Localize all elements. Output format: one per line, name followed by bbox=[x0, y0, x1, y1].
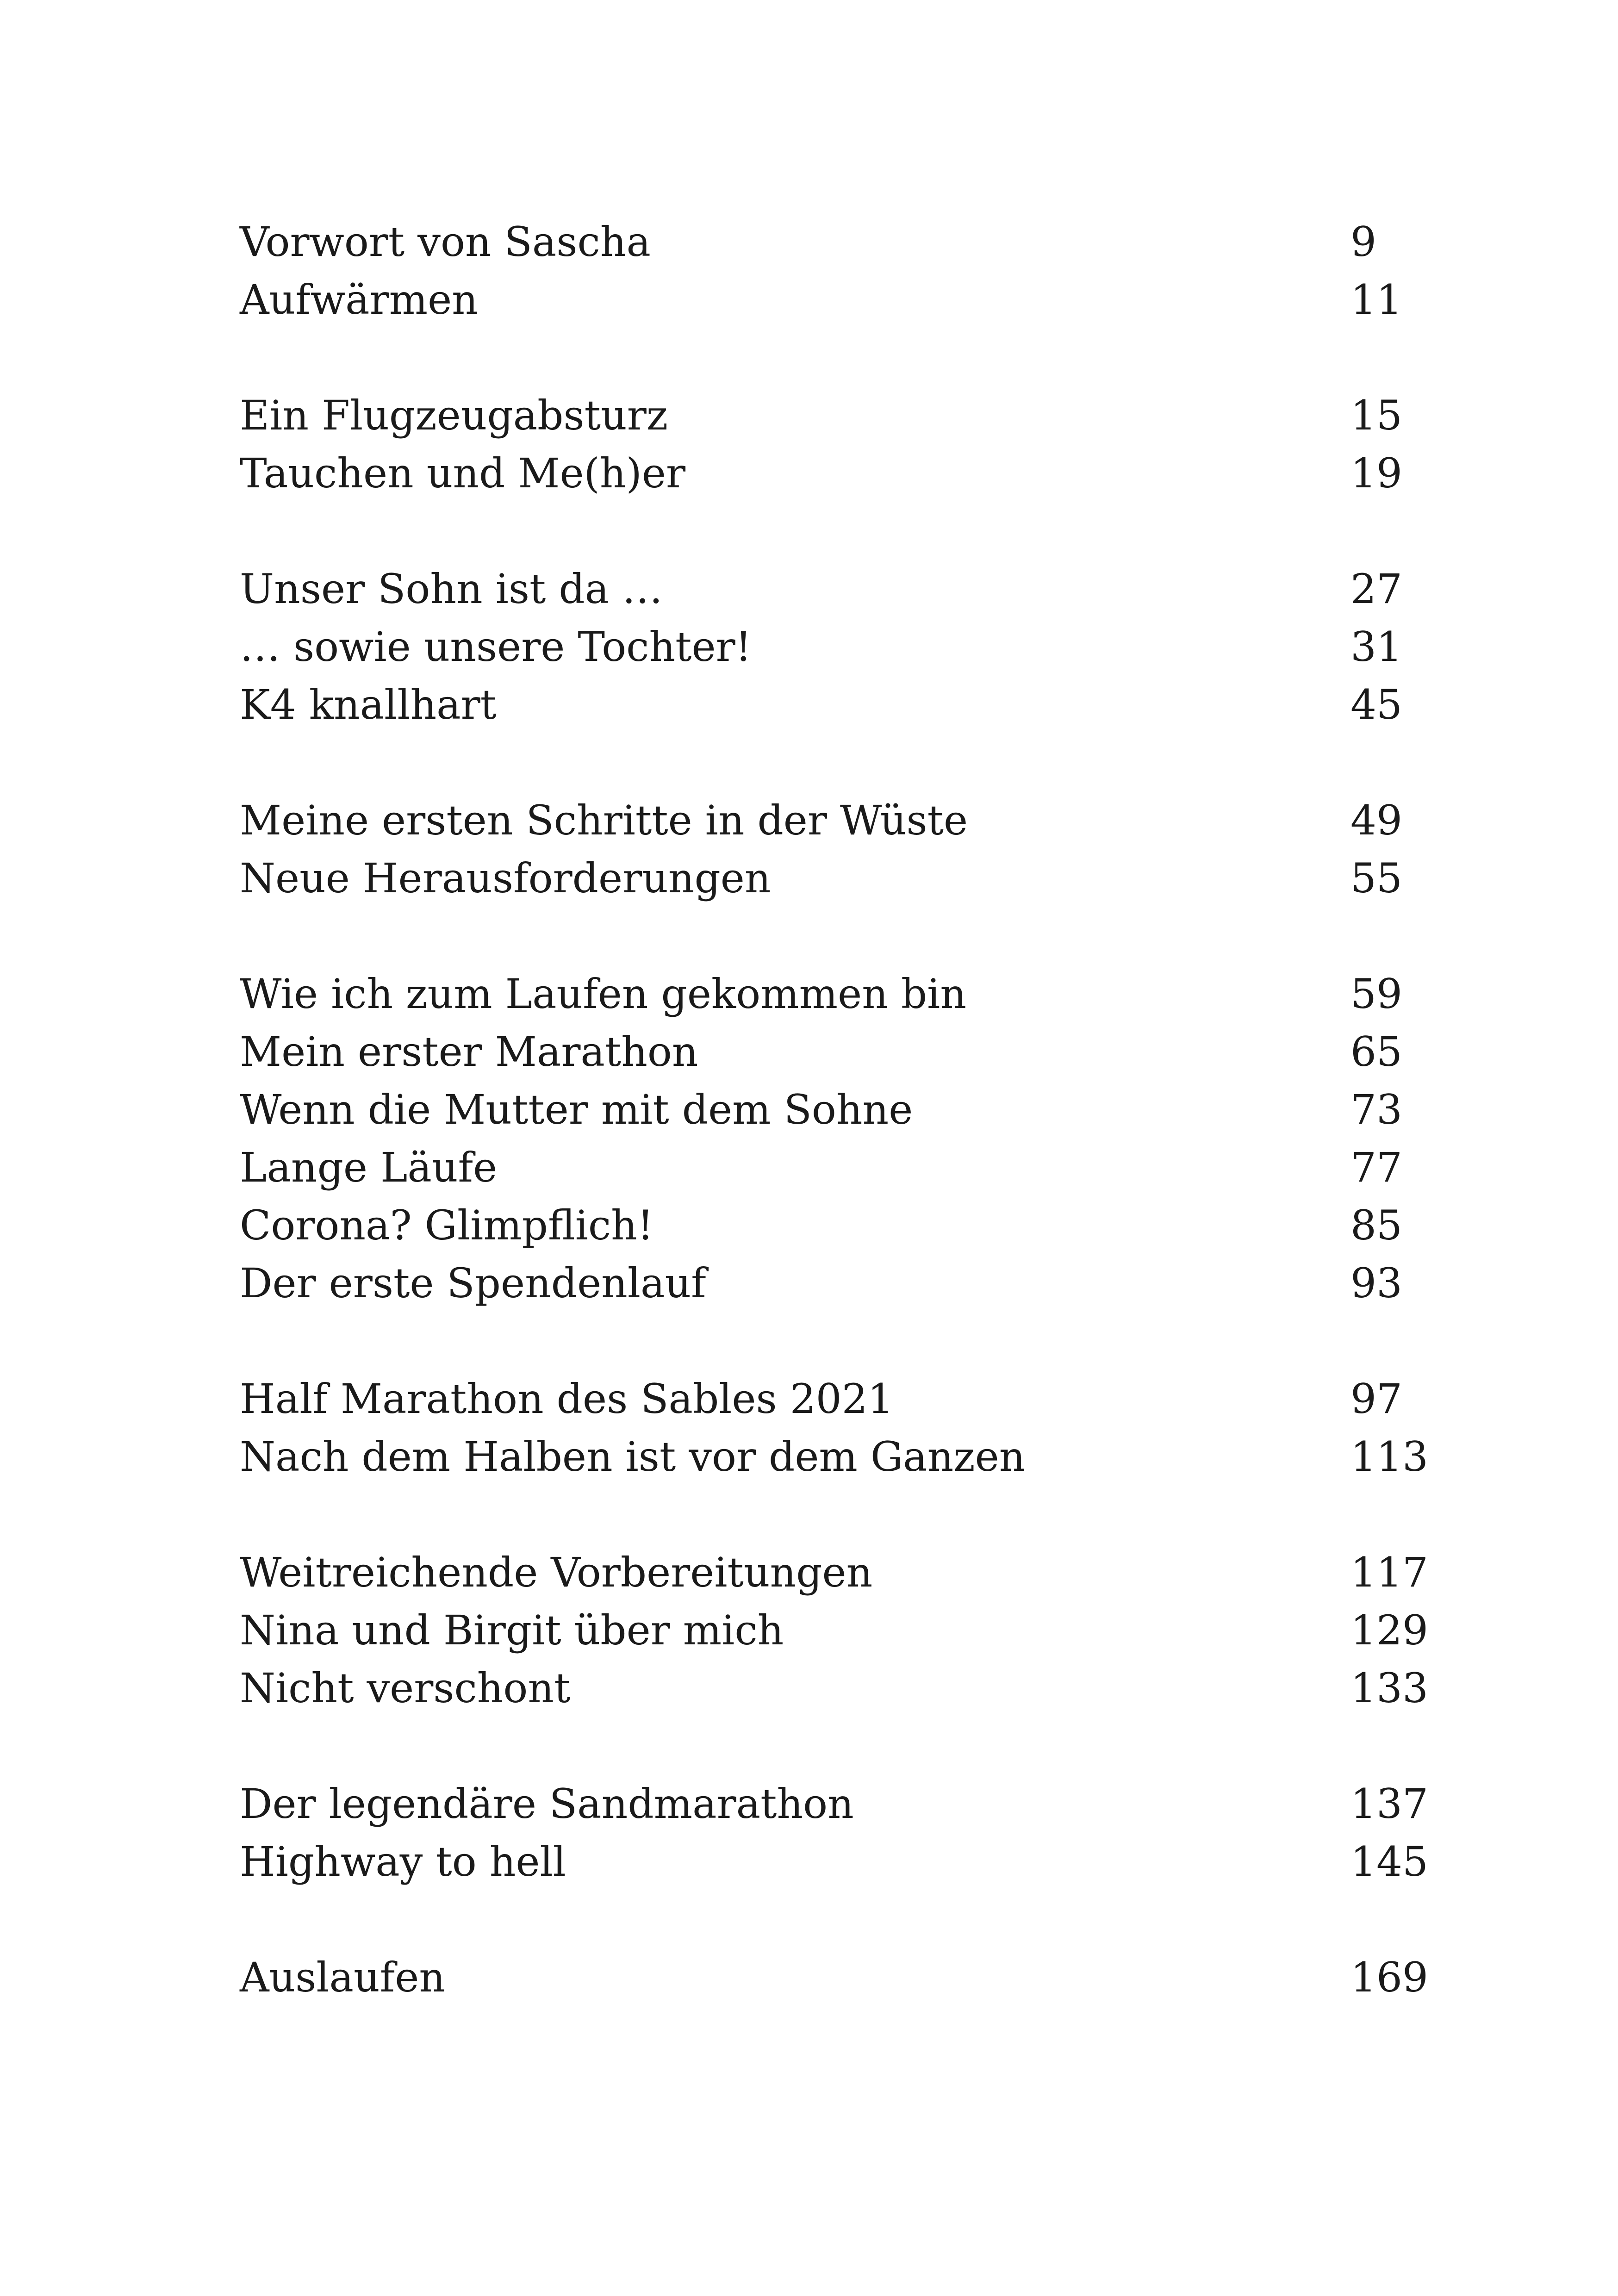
toc-group bbox=[240, 213, 1425, 329]
toc-entry bbox=[240, 965, 1425, 1023]
toc-entry bbox=[240, 386, 1425, 444]
toc-entry bbox=[240, 444, 1425, 502]
toc-entry-page-number: 59 bbox=[1350, 970, 1402, 1018]
toc-group bbox=[240, 791, 1425, 907]
toc-entry-page-number: 65 bbox=[1350, 1028, 1402, 1076]
toc-entry bbox=[240, 791, 1425, 849]
toc-entry bbox=[240, 1601, 1428, 1659]
toc-group bbox=[240, 1775, 1428, 1891]
toc-entry-page-number: 31 bbox=[1350, 623, 1402, 671]
toc-entry-title: Nach dem Halben ist vor dem Ganzen bbox=[240, 1433, 1026, 1481]
toc-entry bbox=[240, 213, 1425, 271]
toc-entry-title: K4 knallhart bbox=[240, 681, 497, 728]
toc-entry bbox=[240, 849, 1425, 907]
toc-entry-title: Corona? Glimpflich! bbox=[240, 1201, 654, 1249]
toc-entry-page-number: 93 bbox=[1350, 1259, 1402, 1307]
toc-entry-title: Der erste Spendenlauf bbox=[240, 1259, 706, 1307]
toc-entry bbox=[240, 676, 1425, 734]
toc-group bbox=[240, 1370, 1428, 1486]
toc-entry-page-number: 85 bbox=[1350, 1201, 1402, 1249]
toc-entry-title: Neue Herausforderungen bbox=[240, 854, 771, 902]
toc-group bbox=[240, 1948, 1428, 2006]
toc-entry bbox=[240, 271, 1425, 329]
toc-entry-page-number: 15 bbox=[1350, 392, 1402, 439]
toc-entry bbox=[240, 1543, 1428, 1601]
table-of-contents bbox=[240, 213, 1428, 2064]
toc-entry-title: Wie ich zum Laufen gekommen bin bbox=[240, 970, 966, 1018]
toc-entry-title: Nicht verschont bbox=[240, 1664, 571, 1712]
toc-entry bbox=[240, 1254, 1425, 1312]
toc-entry-title: Unser Sohn ist da … bbox=[240, 565, 663, 613]
toc-entry-title: Auslaufen bbox=[240, 1954, 445, 2001]
toc-entry bbox=[240, 1139, 1425, 1196]
toc-entry-title: Tauchen und Me(h)er bbox=[240, 449, 686, 497]
toc-entry-page-number: 73 bbox=[1350, 1086, 1402, 1133]
toc-entry-page-number: 27 bbox=[1350, 565, 1402, 613]
toc-entry-page-number: 113 bbox=[1350, 1433, 1428, 1481]
toc-entry-title: Mein erster Marathon bbox=[240, 1028, 698, 1076]
toc-entry-page-number: 49 bbox=[1350, 796, 1402, 844]
toc-entry-page-number: 169 bbox=[1350, 1954, 1428, 2001]
toc-group bbox=[240, 560, 1425, 734]
toc-entry-title: … sowie unsere Tochter! bbox=[240, 623, 752, 671]
toc-entry-page-number: 97 bbox=[1350, 1375, 1402, 1423]
toc-entry-page-number: 45 bbox=[1350, 681, 1402, 728]
toc-entry-title: Aufwärmen bbox=[240, 276, 478, 324]
toc-entry bbox=[240, 1370, 1425, 1428]
toc-entry-page-number: 9 bbox=[1350, 218, 1376, 266]
toc-entry bbox=[240, 1428, 1428, 1486]
toc-entry bbox=[240, 1081, 1425, 1139]
toc-entry-title: Der legendäre Sandmarathon bbox=[240, 1780, 854, 1828]
toc-entry-title: Weitreichende Vorbereitungen bbox=[240, 1549, 873, 1596]
toc-entry-page-number: 77 bbox=[1350, 1144, 1402, 1191]
toc-entry-page-number: 145 bbox=[1350, 1838, 1428, 1885]
toc-entry bbox=[240, 1023, 1425, 1081]
toc-entry-page-number: 117 bbox=[1350, 1549, 1428, 1596]
toc-entry bbox=[240, 1659, 1428, 1717]
toc-entry-page-number: 129 bbox=[1350, 1606, 1428, 1654]
toc-entry-title: Nina und Birgit über mich bbox=[240, 1606, 784, 1654]
toc-entry-page-number: 133 bbox=[1350, 1664, 1428, 1712]
toc-entry-title: Ein Flugzeugabsturz bbox=[240, 392, 668, 439]
toc-entry-page-number: 137 bbox=[1350, 1780, 1428, 1828]
toc-group bbox=[240, 386, 1425, 502]
toc-entry bbox=[240, 618, 1425, 676]
toc-entry-page-number: 55 bbox=[1350, 854, 1402, 902]
toc-entry-title: Highway to hell bbox=[240, 1838, 566, 1885]
toc-entry bbox=[240, 1775, 1428, 1833]
toc-entry bbox=[240, 1948, 1428, 2006]
toc-entry-title: Wenn die Mutter mit dem Sohne bbox=[240, 1086, 913, 1133]
toc-entry-title: Meine ersten Schritte in der Wüste bbox=[240, 796, 968, 844]
toc-entry bbox=[240, 1196, 1425, 1254]
toc-entry-title: Half Marathon des Sables 2021 bbox=[240, 1375, 894, 1423]
toc-group bbox=[240, 965, 1425, 1312]
toc-entry-page-number: 11 bbox=[1350, 276, 1402, 324]
toc-entry bbox=[240, 1833, 1428, 1891]
toc-entry bbox=[240, 560, 1425, 618]
toc-entry-title: Vorwort von Sascha bbox=[240, 218, 651, 266]
toc-entry-page-number: 19 bbox=[1350, 449, 1402, 497]
toc-group bbox=[240, 1543, 1428, 1717]
toc-entry-title: Lange Läufe bbox=[240, 1144, 498, 1191]
